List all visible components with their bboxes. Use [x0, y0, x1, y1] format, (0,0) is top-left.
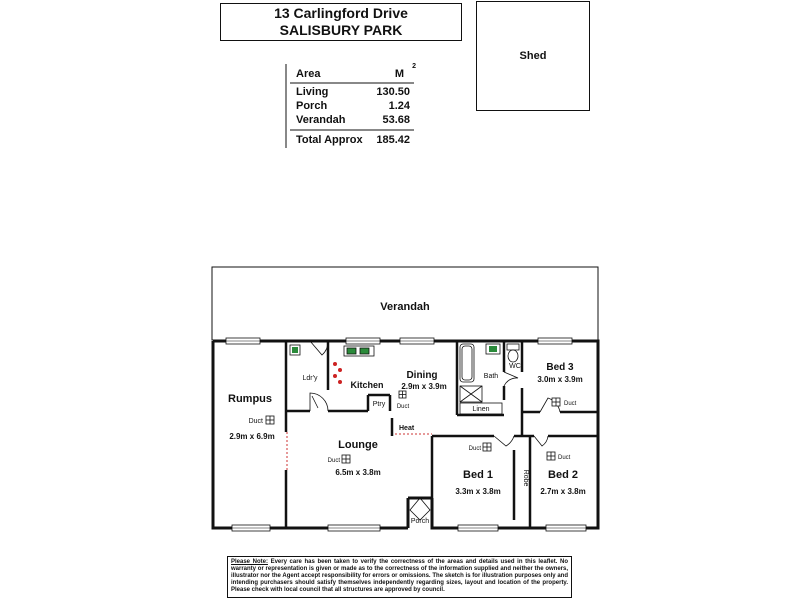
laundry-label: Ldr'y	[302, 375, 318, 382]
dashed-openings	[287, 432, 432, 470]
kitchen-label: Kitchen	[350, 380, 384, 390]
area-row-value: 1.24	[388, 100, 410, 112]
area-row-name: Porch	[296, 100, 328, 112]
windows	[226, 338, 586, 531]
bed1-duct-label: Duct	[468, 446, 481, 452]
bed2-size: 2.7m x 3.8m	[540, 487, 586, 496]
porch-label: Porch	[410, 518, 430, 525]
disclaimer-heading: Please Note:	[231, 559, 268, 565]
dining-duct-label: Duct	[396, 404, 410, 410]
address-line-2: SALISBURY PARK	[279, 22, 403, 38]
wc-label: WC	[509, 363, 521, 370]
area-total-name: Total Approx	[296, 134, 363, 146]
toilet-icon	[507, 344, 519, 362]
bed3-size: 3.0m x 3.9m	[537, 375, 583, 384]
area-total-value: 185.42	[376, 134, 410, 146]
heat-label: Heat	[399, 425, 415, 432]
dining-label: Dining	[406, 370, 438, 381]
area-row-value: 53.68	[382, 114, 410, 126]
bed1-size: 3.3m x 3.8m	[455, 487, 501, 496]
area-header-unit: M	[394, 68, 404, 80]
shed-label: Shed	[519, 50, 547, 62]
bed1-label: Bed 1	[463, 469, 493, 481]
verandah-label: Verandah	[380, 301, 430, 313]
bathtub-icon	[460, 344, 474, 382]
bed3-duct-label: Duct	[564, 401, 577, 407]
lounge-label: Lounge	[338, 439, 378, 451]
area-header-label: Area	[296, 68, 321, 80]
pantry-label: Ptry	[372, 401, 386, 408]
rumpus-size: 2.9m x 6.9m	[229, 432, 275, 441]
rumpus-duct-label: Duct	[248, 418, 263, 425]
area-row-value: 130.50	[376, 86, 410, 98]
kitchen-sink-icon	[344, 346, 374, 356]
laundry-trough-icon	[292, 347, 298, 353]
disclaimer-box	[227, 556, 572, 598]
rumpus-label: Rumpus	[228, 393, 272, 405]
basin-icon	[489, 346, 497, 352]
lounge-size: 6.5m x 3.8m	[335, 468, 381, 477]
address-line-1: 13 Carlingford Drive	[274, 5, 408, 21]
area-row-name: Living	[296, 86, 329, 98]
linen-label: Linen	[472, 406, 490, 413]
bath-label: Bath	[483, 373, 499, 380]
dining-size: 2.9m x 3.9m	[401, 382, 447, 391]
robe-label: Robe	[522, 469, 529, 487]
area-header-unit-sup: 2	[412, 63, 416, 70]
bed2-label: Bed 2	[548, 469, 578, 481]
shower-icon	[460, 386, 482, 402]
area-row-name: Verandah	[296, 114, 346, 126]
disclaimer-text: Every care has been taken to verify the correctness of the areas and details used in this leaflet. No warranty or representation is given or made as to the correctness of the information supplied and neither the owners, illustrator nor the Agent accept responsibility for errors or omissions. The sketch is for illustration purposes only and intending purchasers should satisfy themselves independently regarding sizes, layout and location of the property. Please check with local council that all structures are approved by council.	[231, 559, 569, 593]
lounge-duct-label: Duct	[327, 458, 340, 464]
stove-icon	[333, 362, 342, 384]
bed3-label: Bed 3	[546, 362, 574, 373]
bed2-duct-label: Duct	[558, 455, 571, 461]
area-table-rules	[286, 64, 414, 148]
